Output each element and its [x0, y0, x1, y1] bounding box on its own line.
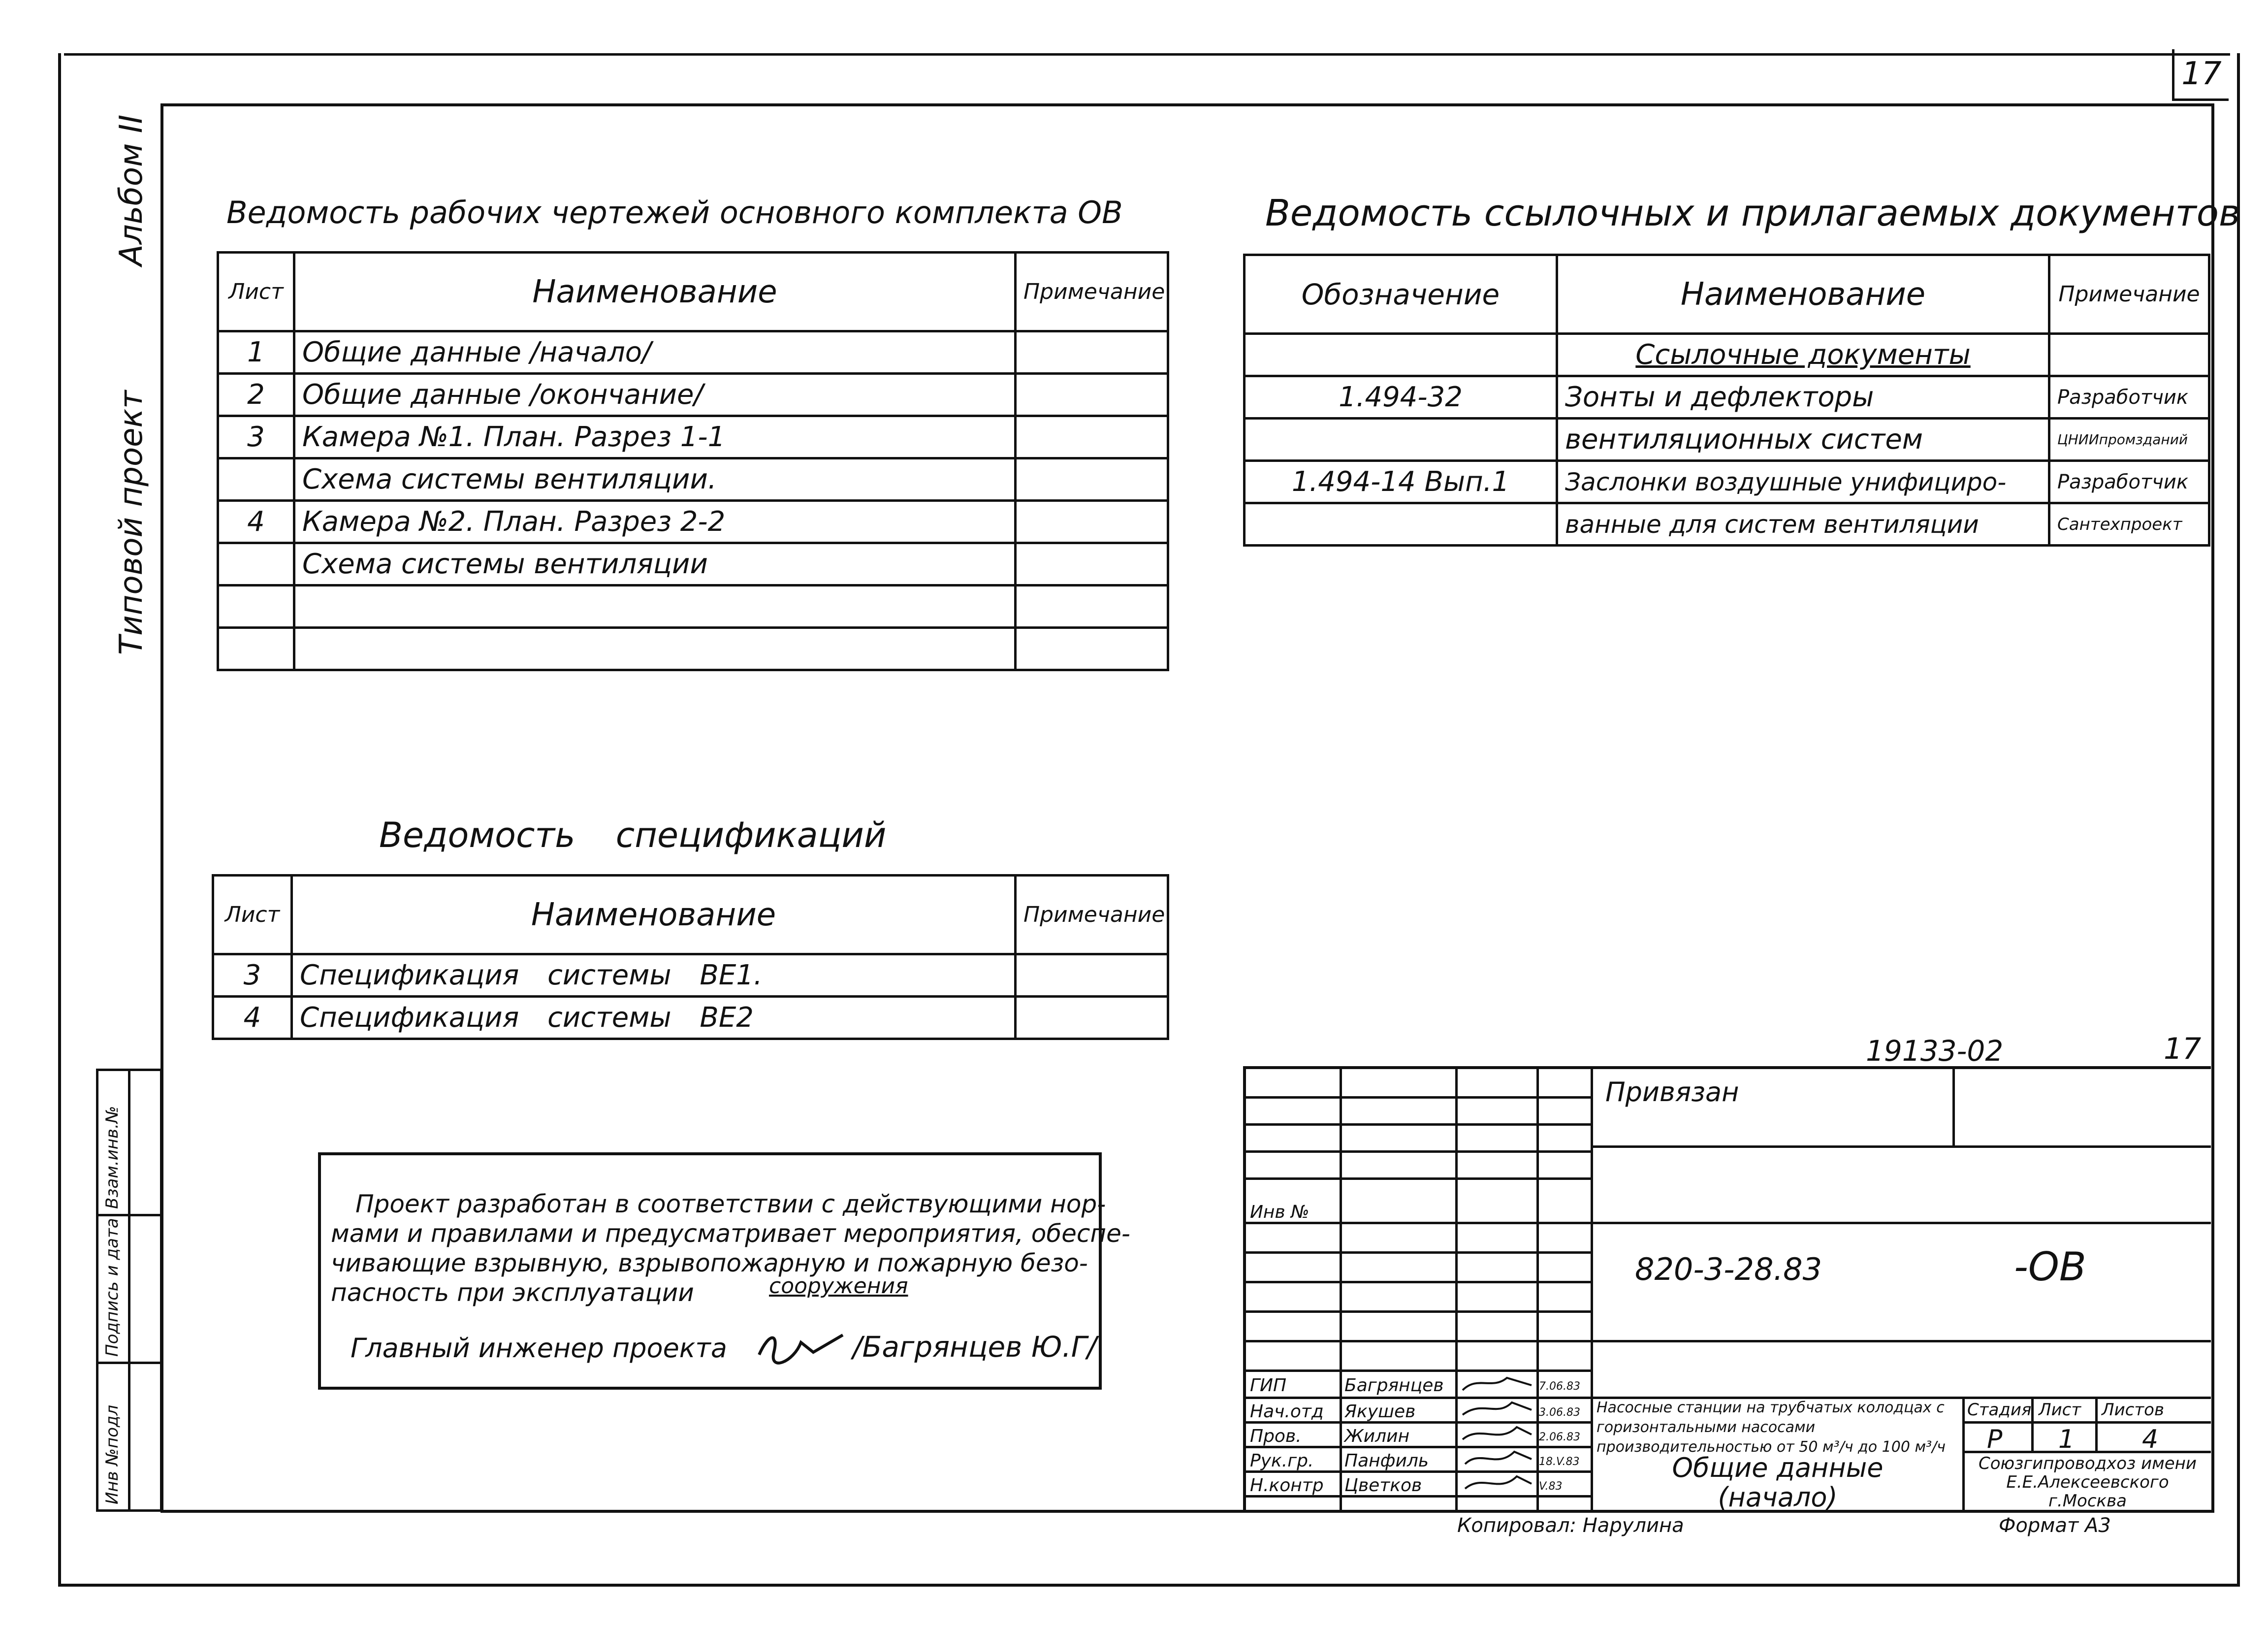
- copied-by: Копировал: Нарулина: [1457, 1514, 1684, 1537]
- sheet-label: Лист: [2039, 1400, 2081, 1420]
- table-row: [218, 628, 1168, 670]
- sheets-label: Листов: [2102, 1400, 2165, 1420]
- table-row: 3 Камера №1. План. Разрез 1-1: [218, 416, 1168, 458]
- col-header-name: Наименование: [292, 876, 1016, 954]
- paper-format: Формат А3: [1999, 1514, 2111, 1537]
- staff-date: V.83: [1539, 1480, 1563, 1493]
- col-header-note: Примечание: [1016, 253, 1168, 331]
- table-row: Схема системы вентиляции.: [218, 458, 1168, 501]
- corner-number-box: [2172, 49, 2229, 101]
- staff-name: Жилин: [1344, 1426, 1410, 1446]
- engineer-label: Главный инженер проекта: [351, 1333, 727, 1364]
- table-row: 4 Камера №2. План. Разрез 2-2: [218, 501, 1168, 543]
- stage-label: Стадия: [1967, 1400, 2032, 1420]
- album-label: Альбом II: [113, 114, 150, 266]
- table-row: 1.494-32 Зонты и дефлекторы Разработчик: [1245, 376, 2209, 419]
- table-row: ванные для систем вентиляции Сантехпроект: [1245, 503, 2209, 546]
- col-header-sheet: Лист: [218, 253, 294, 331]
- staff-name: Якушев: [1344, 1401, 1416, 1422]
- compliance-note-box: [318, 1152, 1130, 1390]
- drawings-list-table: [217, 251, 1169, 671]
- sheet-title: Общие данные (начало): [1672, 1452, 1884, 1513]
- staff-role: Нач.отд: [1250, 1401, 1324, 1422]
- organization: Союзгипроводхоз имени Е.Е.Алексеевского г.Москва: [1979, 1454, 2197, 1511]
- sheet-value: 1: [2058, 1425, 2075, 1454]
- col-header-name: Наименование: [1557, 255, 2049, 334]
- col-header-name: Наименование: [294, 253, 1016, 331]
- table-row: Ссылочные документы: [1245, 334, 2209, 376]
- note-line-4: пасность при эксплуатации: [331, 1278, 694, 1307]
- staff-name: Цветков: [1344, 1475, 1422, 1496]
- project-type-label: Типовой проект: [113, 390, 150, 655]
- linked-label: Привязан: [1605, 1076, 1739, 1108]
- side-stamp-divider: [128, 1071, 130, 1509]
- title-block: [1243, 1066, 2211, 1513]
- spec-list-table: [212, 874, 1169, 1040]
- archive-number: 19133-02: [1866, 1034, 2004, 1068]
- side-stamp-signature: Подпись и дата: [102, 1218, 122, 1357]
- corner-number: 17: [2181, 56, 2222, 92]
- note-underlined-word: сооружения: [769, 1273, 908, 1299]
- staff-name: Багрянцев: [1344, 1375, 1444, 1396]
- table-row: вентиляционных систем ЦНИИпромзданий: [1245, 419, 2209, 461]
- table-row: 4 Спецификация системы ВЕ2: [213, 997, 1168, 1039]
- stage-value: Р: [1987, 1425, 2003, 1454]
- note-line-2: мами и правилами и предусматривает мероприятия, обеспе-: [331, 1219, 1130, 1248]
- table-row: 1.494-14 Вып.1 Заслонки воздушные унифициро- Разработчик: [1245, 461, 2209, 503]
- spec-list-title: Ведомость спецификаций: [379, 815, 887, 855]
- staff-role: Рук.гр.: [1250, 1451, 1314, 1471]
- inv-label: Инв №: [1250, 1202, 1310, 1222]
- staff-name: Панфиль: [1344, 1451, 1429, 1471]
- staff-date: 2.06.83: [1539, 1431, 1580, 1443]
- table-row: 1 Общие данные /начало/: [218, 331, 1168, 374]
- staff-role: Н.контр: [1250, 1475, 1324, 1496]
- staff-role: ГИП: [1250, 1375, 1287, 1396]
- staff-date: 7.06.83: [1539, 1380, 1580, 1393]
- staff-date: 18.V.83: [1539, 1456, 1580, 1468]
- staff-signatures: [1458, 1370, 1536, 1499]
- col-header-note: Примечание: [2049, 255, 2209, 334]
- engineer-name: /Багрянцев Ю.Г/: [853, 1330, 1097, 1364]
- table-row: [218, 586, 1168, 628]
- side-stamp: [96, 1069, 162, 1512]
- title-block-page: 17: [2164, 1032, 2202, 1066]
- table-row: 2 Общие данные /окончание/: [218, 374, 1168, 416]
- staff-date: 3.06.83: [1539, 1406, 1580, 1419]
- staff-role: Пров.: [1250, 1426, 1302, 1446]
- drawings-list-title: Ведомость рабочих чертежей основного комплекта ОВ: [226, 195, 1123, 230]
- references-list-table: [1243, 254, 2210, 547]
- table-row: 3 Спецификация системы ВЕ1.: [213, 954, 1168, 997]
- sheets-value: 4: [2142, 1425, 2159, 1454]
- references-list-title: Ведомость ссылочных и прилагаемых документов: [1265, 192, 2240, 234]
- document-code: 820-3-28.83: [1635, 1251, 1822, 1287]
- side-stamp-inv: Инв №подл: [102, 1404, 122, 1504]
- side-stamp-replaced: Взам.инв.№: [102, 1106, 122, 1209]
- engineer-signature: [754, 1328, 848, 1367]
- project-name: Насосные станции на трубчатых колодцах с горизонтальными насосами производительностью от 50 м³/ч до 100 м³/ч: [1597, 1399, 1946, 1456]
- note-line-3: чивающие взрывную, взрывопожарную и пожарную безо-: [331, 1249, 1088, 1277]
- note-line-1: Проект разработан в соответствии с действующими нор-: [355, 1190, 1106, 1218]
- table-row: Схема системы вентиляции: [218, 543, 1168, 586]
- discipline-code: -ОВ: [2014, 1244, 2086, 1290]
- col-header-note: Примечание: [1016, 876, 1168, 954]
- col-header-sheet: Лист: [213, 876, 292, 954]
- col-header-code: Обозначение: [1245, 255, 1557, 334]
